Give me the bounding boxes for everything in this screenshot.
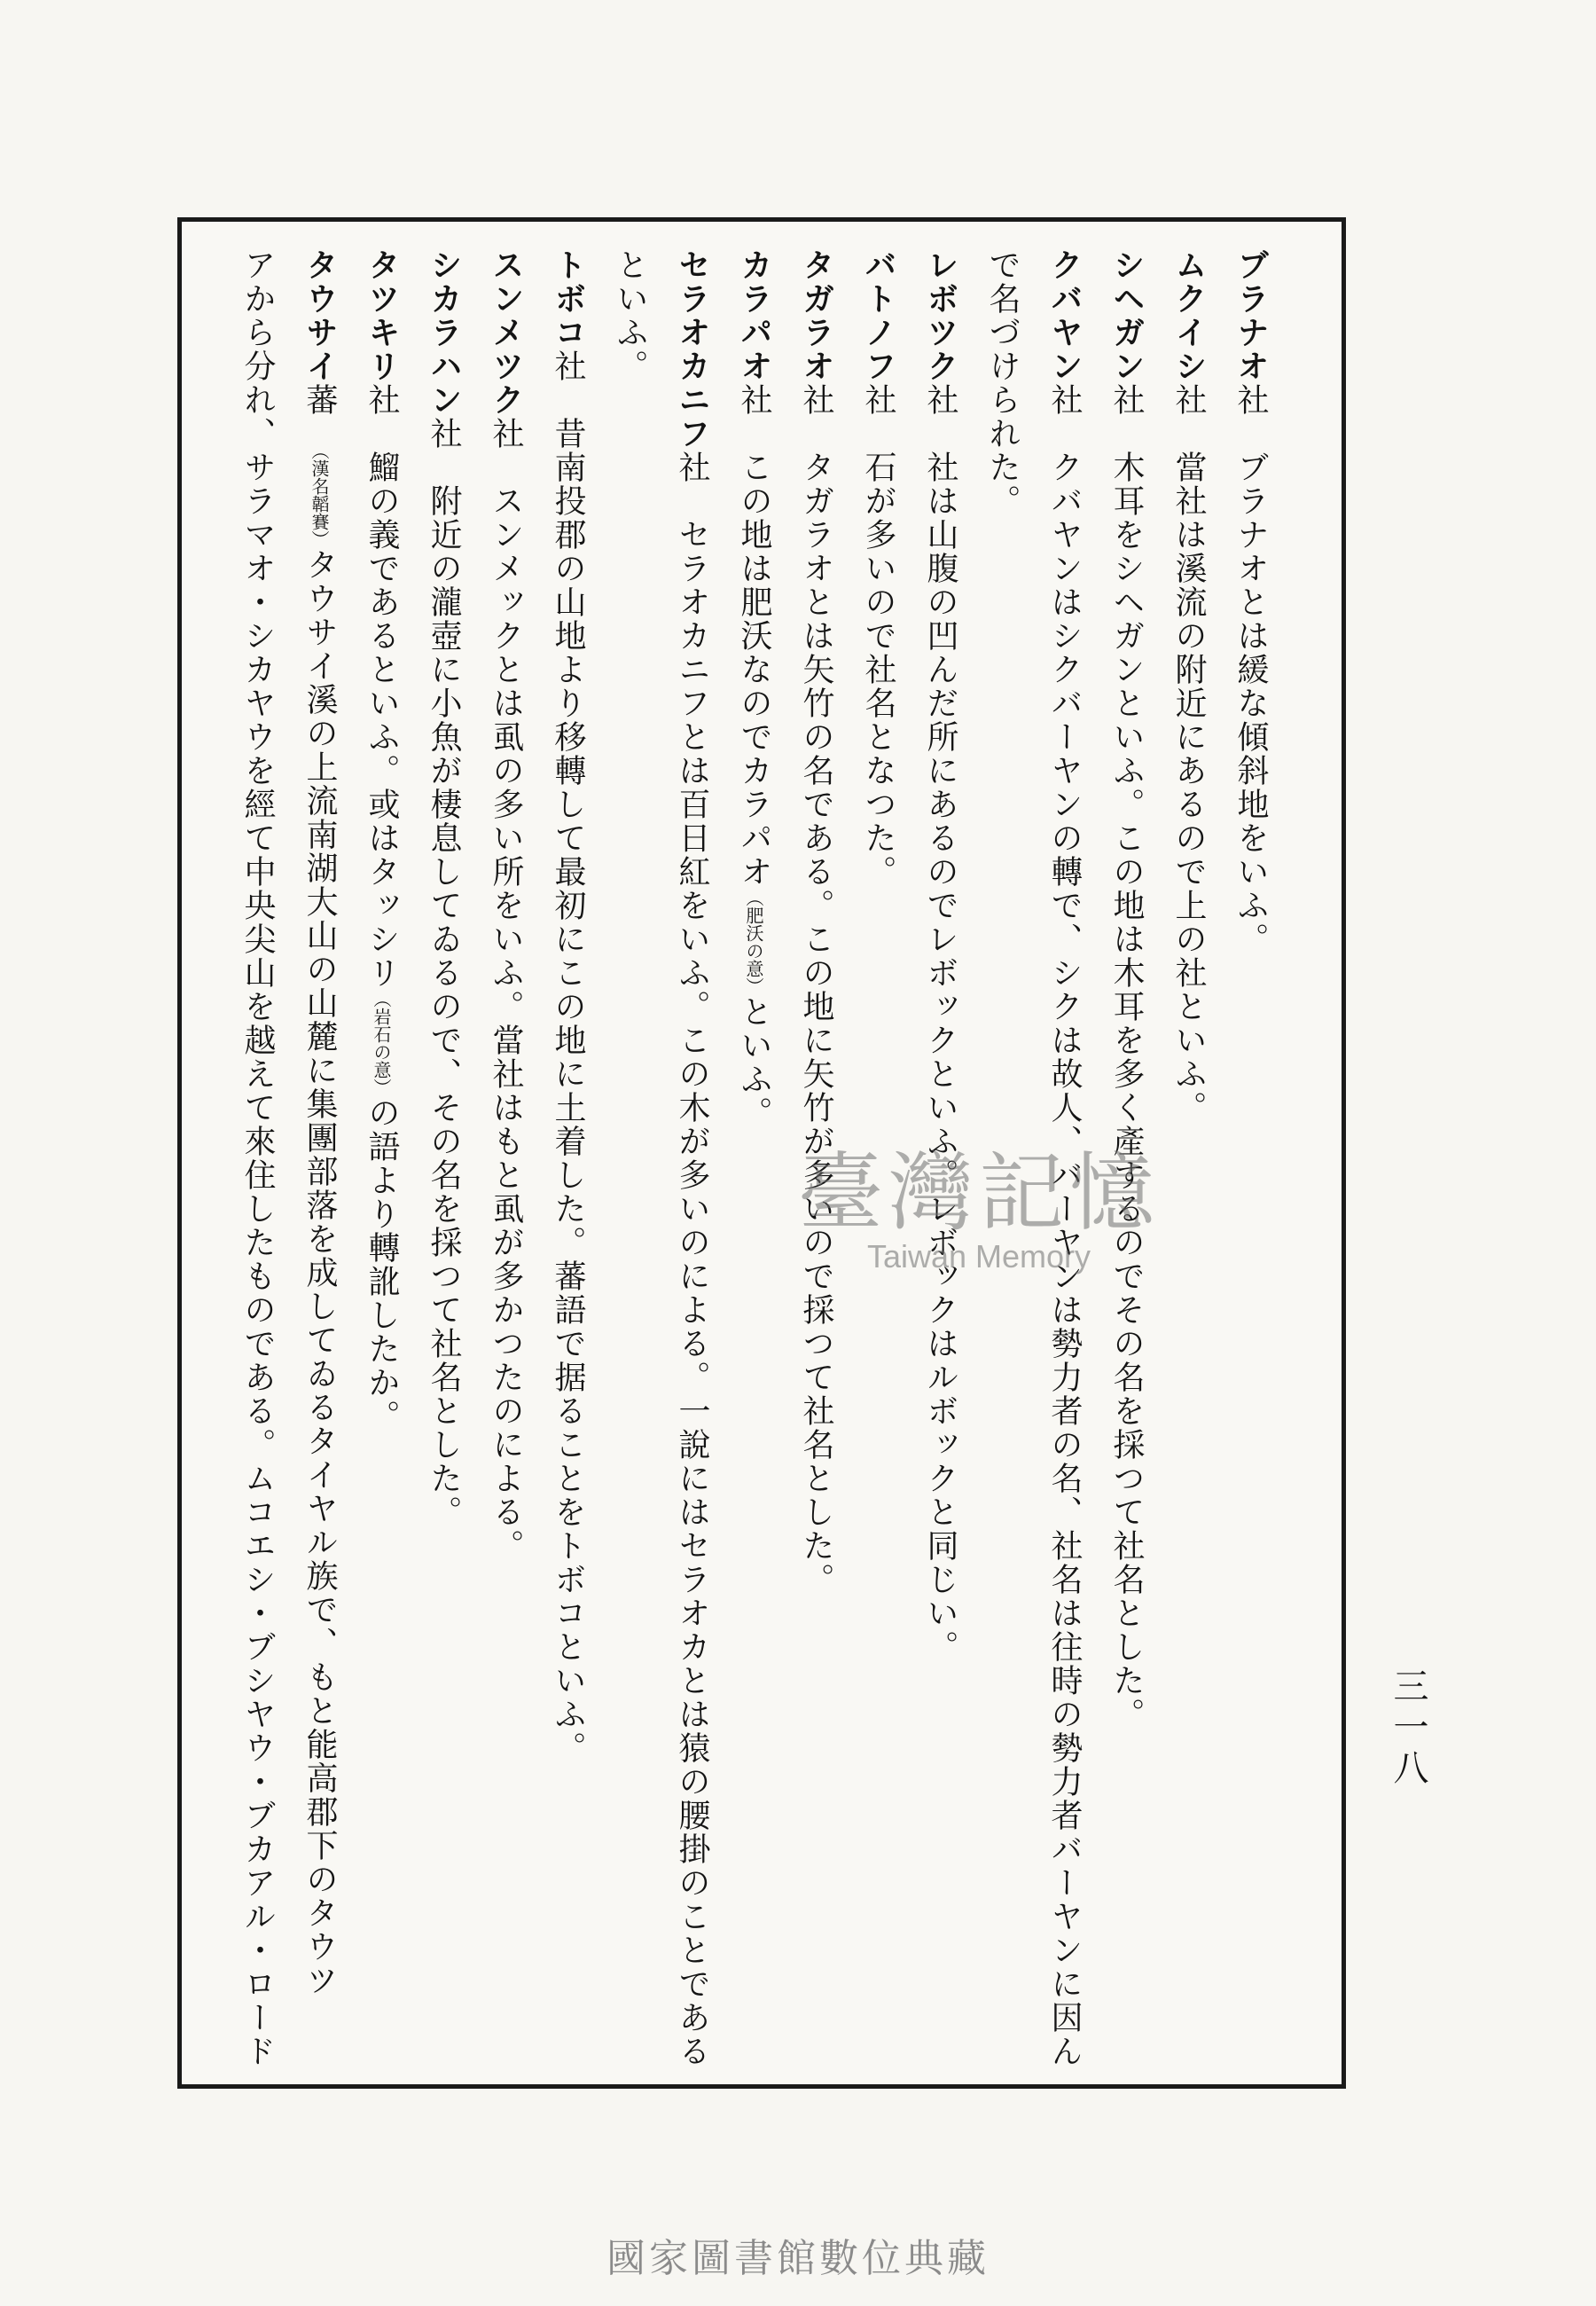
- entry-suffix: 社: [426, 417, 462, 451]
- entry-name-text: カラパオ: [736, 248, 772, 383]
- entry-line: [785, 248, 847, 2075]
- entry-text: の語より轉訛したか。: [364, 1096, 400, 1433]
- entry-name: [426, 248, 462, 451]
- entry-gap: [1046, 417, 1083, 451]
- entry-text: で名づけられた。: [984, 248, 1021, 518]
- watermark-sub-text: Taiwan Memory: [866, 1238, 1091, 1275]
- entry-suffix: 社: [1232, 383, 1269, 417]
- entry-name-text: タツキリ: [364, 248, 400, 383]
- entry-text: 社は山腹の凹んだ所にあるのでレボックといふ。レボックはルボックと同じい。: [922, 451, 958, 1664]
- entry-suffix: 社: [488, 417, 524, 451]
- entry-text: スンメックとは虱の多い所をいふ。當社はもと虱が多かつたのによる。: [488, 484, 524, 1563]
- entry-gap: [798, 417, 834, 451]
- entry-text: といふ。: [612, 248, 648, 383]
- entry-name-text: タガラオ: [798, 248, 834, 383]
- entry-suffix: 社: [922, 383, 958, 417]
- entry-gap: [550, 383, 586, 417]
- entry-gap: [301, 417, 338, 451]
- entry-text: ブラナオとは緩な傾斜地をいふ。: [1232, 451, 1269, 956]
- entry-name-text: ブラナオ: [1232, 248, 1269, 383]
- entry-line: [412, 248, 474, 2075]
- entry-gap: [736, 417, 772, 451]
- entry-name: [1232, 248, 1269, 417]
- entry-suffix: 社: [736, 383, 772, 417]
- entry-suffix: 社: [550, 349, 586, 383]
- entry-text: といふ。: [736, 995, 772, 1130]
- page-frame: [177, 217, 1346, 2089]
- vertical-text-block: [226, 248, 1281, 2075]
- entry-line: [1219, 248, 1281, 2075]
- entry-line: [1157, 248, 1219, 2075]
- entry-line: [598, 248, 661, 2075]
- entry-name-text: シカラハン: [426, 248, 462, 417]
- watermark-main-text: 臺灣記憶: [798, 1143, 1160, 1243]
- entry-gap: [488, 451, 524, 484]
- entry-gap: [922, 417, 958, 451]
- entry-gap: [364, 417, 400, 451]
- entry-line: [226, 248, 288, 2075]
- entry-name: [798, 248, 834, 417]
- entry-line: [971, 248, 1033, 2075]
- entry-gap: [1170, 417, 1207, 451]
- entry-name: [550, 248, 586, 383]
- entry-line: [350, 248, 412, 2075]
- entry-line: [847, 248, 909, 2075]
- entry-suffix: 社: [1170, 383, 1207, 417]
- entry-suffix: 社: [1108, 383, 1145, 417]
- entry-name: [1170, 248, 1207, 417]
- page-number: 三一八: [1388, 1667, 1428, 1790]
- entry-name-text: バトノフ: [860, 248, 896, 383]
- entry-line: [1033, 248, 1095, 2075]
- inline-note: （岩石の意）: [371, 990, 392, 1096]
- entry-name: [922, 248, 958, 417]
- entry-name: [1046, 248, 1083, 417]
- entry-name: [1108, 248, 1145, 417]
- inline-note: （肥沃の意）: [743, 889, 764, 995]
- entry-name-text: セラオカニフ: [674, 248, 710, 451]
- entry-line: [288, 248, 350, 2075]
- entry-gap: [674, 484, 710, 518]
- entry-gap: [426, 451, 462, 484]
- inline-note: （漢名韜賽）: [309, 451, 330, 548]
- entry-name: [301, 248, 338, 417]
- entry-name-text: レボツク: [922, 248, 958, 383]
- entry-name-text: タウサイ: [301, 248, 338, 383]
- entry-line: [536, 248, 598, 2075]
- entry-text: アから分れ、サラマオ・シカヤウを經て中央尖山を越えて來住したものである。ムコエシ・ブシヤウ・ブカアル・ロード: [239, 248, 276, 2068]
- entry-line: [661, 248, 723, 2075]
- entry-suffix: 社: [860, 383, 896, 417]
- entry-text: 鰡の義であるといふ。或はタッシリ: [364, 451, 400, 990]
- entry-text: 石が多いので社名となつた。: [860, 451, 896, 889]
- entry-gap: [1108, 417, 1145, 451]
- entry-text: 當社は溪流の附近にあるので上の社といふ。: [1170, 451, 1207, 1125]
- entry-name: [860, 248, 896, 417]
- entry-text: セラオカニフとは百日紅をいふ。この木が多いのによる。一說にはセラオカとは猿の腰掛のことである: [674, 518, 710, 2068]
- entry-text: クバヤンはシクバーヤンの轉で、シクは故人、バーヤンは勢力者の名、社名は往時の勢力者バーヤンに因ん: [1046, 451, 1083, 2068]
- entry-name: [736, 248, 772, 417]
- entry-name: [674, 248, 710, 484]
- entry-suffix: 蕃: [301, 383, 338, 417]
- entry-suffix: 社: [364, 383, 400, 417]
- entry-text: 附近の瀧壺に小魚が棲息してゐるので、その名を採つて社名とした。: [426, 484, 462, 1529]
- entry-text: 木耳をシヘガンといふ。この地は木耳を多く產するのでその名を採つて社名とした。: [1108, 451, 1145, 1731]
- entry-name: [488, 248, 524, 451]
- entry-text: タウサイ溪の上流南湖大山の山麓に集團部落を成してゐるタイヤル族で、もと能高郡下のタウツ: [301, 548, 338, 1997]
- entry-text: 昔南投郡の山地より移轉して最初にこの地に土着した。蕃語で据ることをトボコといふ。: [550, 417, 586, 1765]
- entry-text: タガラオとは矢竹の名である。この地に矢竹が多いので採つて社名とした。: [798, 451, 834, 1596]
- entry-name-text: スンメツク: [488, 248, 524, 417]
- entry-name-text: ムクイシ: [1170, 248, 1207, 383]
- entry-gap: [860, 417, 896, 451]
- entry-name-text: クバヤン: [1046, 248, 1083, 383]
- entry-name: [364, 248, 400, 417]
- entry-suffix: 社: [1046, 383, 1083, 417]
- entry-name-text: トボコ: [550, 248, 586, 349]
- footer-credit: 國家圖書館數位典藏: [606, 2236, 990, 2281]
- entry-line: [723, 248, 785, 2075]
- entry-name-text: シヘガン: [1108, 248, 1145, 383]
- entry-gap: [1232, 417, 1269, 451]
- entry-line: [474, 248, 536, 2075]
- entry-suffix: 社: [674, 451, 710, 484]
- entry-line: [909, 248, 971, 2075]
- entry-suffix: 社: [798, 383, 834, 417]
- entry-text: この地は肥沃なのでカラパオ: [736, 451, 772, 889]
- entry-line: [1095, 248, 1157, 2075]
